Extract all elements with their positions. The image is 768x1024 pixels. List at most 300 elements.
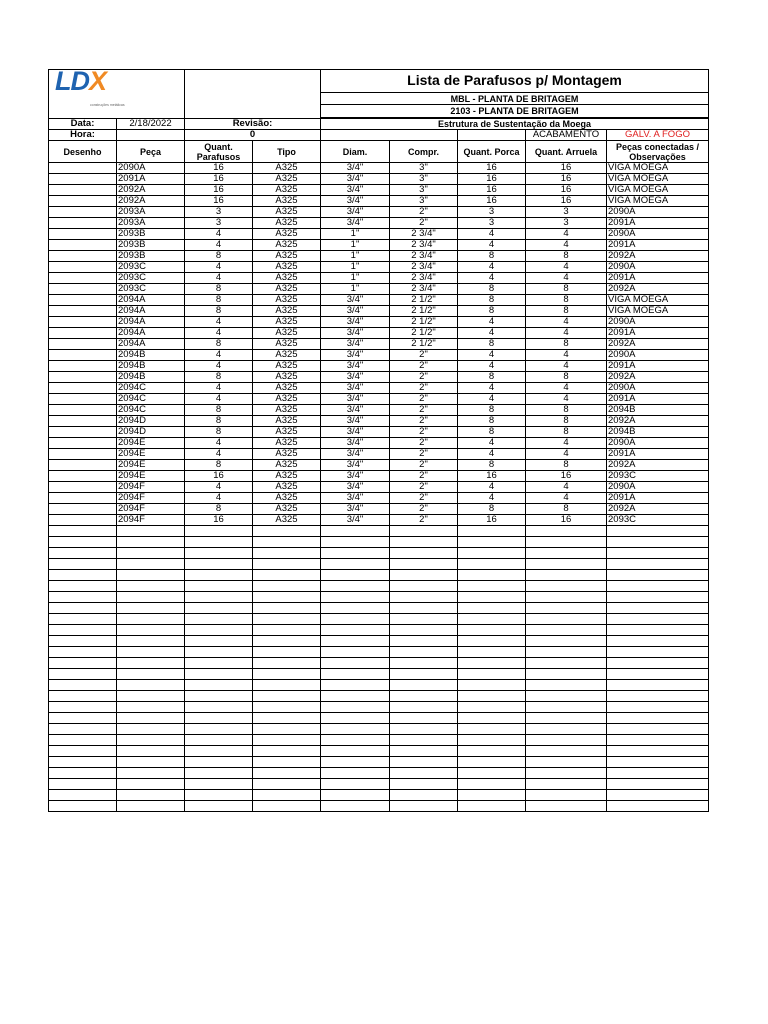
cell-arruela: 4 bbox=[526, 383, 607, 394]
cell-obs: 2092A bbox=[607, 251, 709, 262]
cell-obs: 2091A bbox=[607, 394, 709, 405]
cell-tipo: A325 bbox=[253, 295, 321, 306]
cell-desenho bbox=[49, 295, 117, 306]
cell-diam: 3/4" bbox=[321, 438, 390, 449]
cell-compr: 2" bbox=[390, 515, 458, 526]
cell-peca: 2094E bbox=[117, 438, 185, 449]
cell-compr: 2" bbox=[390, 207, 458, 218]
cell-arruela: 4 bbox=[526, 262, 607, 273]
table-row bbox=[49, 339, 709, 350]
cell-desenho bbox=[49, 460, 117, 471]
col-header: Tipo bbox=[253, 141, 321, 163]
cell-arruela: 4 bbox=[526, 229, 607, 240]
cell-porca: 16 bbox=[458, 515, 526, 526]
cell-obs: 2091A bbox=[607, 493, 709, 504]
cell-qp: 3 bbox=[185, 207, 253, 218]
cell-arruela: 8 bbox=[526, 405, 607, 416]
cell-diam: 3/4" bbox=[321, 328, 390, 339]
cell-tipo: A325 bbox=[253, 504, 321, 515]
cell-arruela: 8 bbox=[526, 504, 607, 515]
cell-obs: 2092A bbox=[607, 284, 709, 295]
table-row bbox=[49, 427, 709, 438]
revision-value: 0 bbox=[185, 130, 321, 141]
col-header: Quant. Arruela bbox=[526, 141, 607, 163]
finish-label: ACABAMENTO bbox=[526, 130, 607, 141]
cell-peca: 2093B bbox=[117, 251, 185, 262]
cell-porca: 8 bbox=[458, 405, 526, 416]
empty-row bbox=[49, 647, 709, 658]
cell-obs: VIGA MOEGA bbox=[607, 295, 709, 306]
empty-row bbox=[49, 735, 709, 746]
cell-porca: 4 bbox=[458, 493, 526, 504]
cell-obs: 2091A bbox=[607, 449, 709, 460]
cell-qp: 16 bbox=[185, 196, 253, 207]
table-row bbox=[49, 240, 709, 251]
cell-peca: 2094F bbox=[117, 515, 185, 526]
subtitle-structure: Estrutura de Sustentação da Moega bbox=[321, 119, 709, 130]
cell-tipo: A325 bbox=[253, 251, 321, 262]
cell-peca: 2093B bbox=[117, 240, 185, 251]
cell-porca: 16 bbox=[458, 471, 526, 482]
cell-qp: 8 bbox=[185, 427, 253, 438]
cell-diam: 3/4" bbox=[321, 504, 390, 515]
cell-tipo: A325 bbox=[253, 427, 321, 438]
table-row bbox=[49, 185, 709, 196]
table-row bbox=[49, 317, 709, 328]
cell-porca: 8 bbox=[458, 504, 526, 515]
cell-tipo: A325 bbox=[253, 240, 321, 251]
cell-arruela: 4 bbox=[526, 493, 607, 504]
cell-desenho bbox=[49, 273, 117, 284]
cell-peca: 2094F bbox=[117, 482, 185, 493]
cell-obs: 2092A bbox=[607, 460, 709, 471]
cell-compr: 2" bbox=[390, 383, 458, 394]
cell-peca: 2094B bbox=[117, 350, 185, 361]
table-row bbox=[49, 515, 709, 526]
table-row bbox=[49, 251, 709, 262]
cell-diam: 3/4" bbox=[321, 306, 390, 317]
cell-tipo: A325 bbox=[253, 339, 321, 350]
cell-tipo: A325 bbox=[253, 383, 321, 394]
cell-desenho bbox=[49, 416, 117, 427]
cell-compr: 2" bbox=[390, 416, 458, 427]
table-row bbox=[49, 394, 709, 405]
cell-diam: 3/4" bbox=[321, 471, 390, 482]
cell-diam: 3/4" bbox=[321, 295, 390, 306]
empty-row bbox=[49, 614, 709, 625]
cell-tipo: A325 bbox=[253, 372, 321, 383]
empty-row bbox=[49, 570, 709, 581]
cell-qp: 4 bbox=[185, 394, 253, 405]
blank-header-cell bbox=[185, 70, 321, 119]
empty-row bbox=[49, 625, 709, 636]
cell-tipo: A325 bbox=[253, 185, 321, 196]
cell-obs: VIGA MOEGA bbox=[607, 306, 709, 317]
cell-obs: 2090A bbox=[607, 262, 709, 273]
cell-diam: 3/4" bbox=[321, 405, 390, 416]
cell-qp: 8 bbox=[185, 372, 253, 383]
cell-diam: 3/4" bbox=[321, 394, 390, 405]
cell-obs: 2091A bbox=[607, 240, 709, 251]
cell-arruela: 4 bbox=[526, 317, 607, 328]
empty-row bbox=[49, 779, 709, 790]
cell-porca: 16 bbox=[458, 196, 526, 207]
cell-diam: 3/4" bbox=[321, 460, 390, 471]
cell-diam: 3/4" bbox=[321, 383, 390, 394]
cell-obs: 2091A bbox=[607, 361, 709, 372]
cell-porca: 4 bbox=[458, 482, 526, 493]
cell-porca: 4 bbox=[458, 240, 526, 251]
cell-desenho bbox=[49, 251, 117, 262]
cell-obs: VIGA MOEGA bbox=[607, 196, 709, 207]
cell-porca: 8 bbox=[458, 416, 526, 427]
column-header-row bbox=[49, 141, 709, 163]
table-row bbox=[49, 449, 709, 460]
cell-arruela: 4 bbox=[526, 482, 607, 493]
cell-peca: 2094C bbox=[117, 394, 185, 405]
cell-tipo: A325 bbox=[253, 361, 321, 372]
cell-diam: 3/4" bbox=[321, 482, 390, 493]
cell-tipo: A325 bbox=[253, 438, 321, 449]
cell-porca: 4 bbox=[458, 262, 526, 273]
cell-desenho bbox=[49, 240, 117, 251]
cell-porca: 3 bbox=[458, 218, 526, 229]
col-header: Quant. Parafusos bbox=[185, 141, 253, 163]
cell-desenho bbox=[49, 328, 117, 339]
cell-arruela: 8 bbox=[526, 284, 607, 295]
cell-qp: 8 bbox=[185, 504, 253, 515]
cell-peca: 2094F bbox=[117, 504, 185, 515]
cell-porca: 4 bbox=[458, 383, 526, 394]
cell-desenho bbox=[49, 174, 117, 185]
cell-qp: 4 bbox=[185, 438, 253, 449]
cell-peca: 2094A bbox=[117, 306, 185, 317]
empty-row bbox=[49, 603, 709, 614]
cell-diam: 1" bbox=[321, 262, 390, 273]
empty-row bbox=[49, 757, 709, 768]
cell-arruela: 4 bbox=[526, 394, 607, 405]
cell-tipo: A325 bbox=[253, 163, 321, 174]
cell-tipo: A325 bbox=[253, 207, 321, 218]
cell-compr: 2 1/2" bbox=[390, 317, 458, 328]
table-row bbox=[49, 493, 709, 504]
cell-diam: 3/4" bbox=[321, 350, 390, 361]
empty-row bbox=[49, 801, 709, 812]
cell-peca: 2094D bbox=[117, 427, 185, 438]
empty-row bbox=[49, 669, 709, 680]
cell-compr: 2" bbox=[390, 361, 458, 372]
col-header: Peças conectadas / Observações bbox=[607, 141, 709, 163]
cell-arruela: 8 bbox=[526, 295, 607, 306]
cell-arruela: 8 bbox=[526, 372, 607, 383]
bolt-list-sheet bbox=[48, 69, 708, 812]
empty-row bbox=[49, 702, 709, 713]
cell-compr: 2" bbox=[390, 438, 458, 449]
cell-tipo: A325 bbox=[253, 262, 321, 273]
cell-tipo: A325 bbox=[253, 196, 321, 207]
cell-peca: 2092A bbox=[117, 185, 185, 196]
cell-obs: 2092A bbox=[607, 372, 709, 383]
cell-compr: 2 3/4" bbox=[390, 284, 458, 295]
cell-desenho bbox=[49, 262, 117, 273]
cell-arruela: 16 bbox=[526, 196, 607, 207]
empty-row bbox=[49, 559, 709, 570]
document-title: Lista de Parafusos p/ Montagem bbox=[321, 70, 709, 93]
empty-row bbox=[49, 548, 709, 559]
cell-peca: 2093C bbox=[117, 273, 185, 284]
cell-qp: 4 bbox=[185, 449, 253, 460]
table-row bbox=[49, 438, 709, 449]
subtitle-project: MBL - PLANTA DE BRITAGEM bbox=[321, 92, 709, 105]
cell-peca: 2094A bbox=[117, 317, 185, 328]
cell-peca: 2094D bbox=[117, 416, 185, 427]
cell-porca: 4 bbox=[458, 328, 526, 339]
cell-desenho bbox=[49, 185, 117, 196]
table-row bbox=[49, 306, 709, 317]
cell-obs: 2091A bbox=[607, 273, 709, 284]
cell-desenho bbox=[49, 405, 117, 416]
cell-porca: 3 bbox=[458, 207, 526, 218]
cell-arruela: 16 bbox=[526, 174, 607, 185]
cell-tipo: A325 bbox=[253, 273, 321, 284]
cell-qp: 4 bbox=[185, 317, 253, 328]
finish-value: GALV. A FOGO bbox=[607, 130, 709, 141]
empty-row bbox=[49, 680, 709, 691]
ldx-logo: LDX construções metálicas bbox=[49, 70, 184, 118]
cell-qp: 4 bbox=[185, 482, 253, 493]
cell-diam: 3/4" bbox=[321, 361, 390, 372]
cell-diam: 3/4" bbox=[321, 196, 390, 207]
cell-peca: 2094C bbox=[117, 405, 185, 416]
cell-desenho bbox=[49, 361, 117, 372]
cell-tipo: A325 bbox=[253, 460, 321, 471]
cell-diam: 1" bbox=[321, 240, 390, 251]
cell-diam: 1" bbox=[321, 229, 390, 240]
empty-row bbox=[49, 526, 709, 537]
cell-desenho bbox=[49, 339, 117, 350]
cell-arruela: 4 bbox=[526, 350, 607, 361]
cell-qp: 4 bbox=[185, 383, 253, 394]
cell-diam: 3/4" bbox=[321, 493, 390, 504]
cell-arruela: 4 bbox=[526, 438, 607, 449]
cell-tipo: A325 bbox=[253, 317, 321, 328]
cell-compr: 2" bbox=[390, 482, 458, 493]
cell-desenho bbox=[49, 306, 117, 317]
cell-compr: 2" bbox=[390, 218, 458, 229]
cell-tipo: A325 bbox=[253, 471, 321, 482]
cell-qp: 16 bbox=[185, 163, 253, 174]
cell-compr: 3" bbox=[390, 163, 458, 174]
cell-arruela: 4 bbox=[526, 449, 607, 460]
cell-diam: 3/4" bbox=[321, 449, 390, 460]
cell-porca: 16 bbox=[458, 174, 526, 185]
cell-tipo: A325 bbox=[253, 306, 321, 317]
table-row bbox=[49, 482, 709, 493]
cell-tipo: A325 bbox=[253, 493, 321, 504]
cell-porca: 4 bbox=[458, 361, 526, 372]
cell-arruela: 3 bbox=[526, 207, 607, 218]
cell-desenho bbox=[49, 394, 117, 405]
cell-compr: 2" bbox=[390, 504, 458, 515]
table-body bbox=[49, 163, 709, 812]
cell-peca: 2093C bbox=[117, 262, 185, 273]
logo-tagline: construções metálicas bbox=[90, 103, 125, 107]
cell-porca: 8 bbox=[458, 284, 526, 295]
table-row bbox=[49, 460, 709, 471]
table-row bbox=[49, 207, 709, 218]
cell-diam: 3/4" bbox=[321, 185, 390, 196]
subtitle-plant: 2103 - PLANTA DE BRITAGEM bbox=[321, 105, 709, 118]
cell-desenho bbox=[49, 515, 117, 526]
empty-row bbox=[49, 581, 709, 592]
cell-porca: 16 bbox=[458, 163, 526, 174]
logo-cell bbox=[49, 70, 185, 119]
col-header: Quant. Porca bbox=[458, 141, 526, 163]
cell-obs: 2090A bbox=[607, 482, 709, 493]
cell-qp: 4 bbox=[185, 262, 253, 273]
cell-peca: 2094C bbox=[117, 383, 185, 394]
cell-porca: 4 bbox=[458, 438, 526, 449]
cell-peca: 2094A bbox=[117, 295, 185, 306]
cell-arruela: 16 bbox=[526, 471, 607, 482]
cell-compr: 2" bbox=[390, 427, 458, 438]
date-label: Data: bbox=[49, 119, 117, 130]
cell-tipo: A325 bbox=[253, 515, 321, 526]
table-row bbox=[49, 262, 709, 273]
cell-qp: 4 bbox=[185, 361, 253, 372]
cell-arruela: 16 bbox=[526, 515, 607, 526]
cell-tipo: A325 bbox=[253, 449, 321, 460]
empty-row bbox=[49, 713, 709, 724]
table-row bbox=[49, 218, 709, 229]
cell-tipo: A325 bbox=[253, 482, 321, 493]
table-row bbox=[49, 295, 709, 306]
cell-peca: 2094B bbox=[117, 372, 185, 383]
cell-peca: 2091A bbox=[117, 174, 185, 185]
cell-tipo: A325 bbox=[253, 328, 321, 339]
cell-qp: 4 bbox=[185, 328, 253, 339]
time-label: Hora: bbox=[49, 130, 117, 141]
cell-qp: 4 bbox=[185, 240, 253, 251]
cell-peca: 2094E bbox=[117, 449, 185, 460]
cell-peca: 2092A bbox=[117, 196, 185, 207]
cell-diam: 1" bbox=[321, 273, 390, 284]
cell-compr: 2 3/4" bbox=[390, 229, 458, 240]
cell-compr: 2 3/4" bbox=[390, 262, 458, 273]
cell-porca: 8 bbox=[458, 251, 526, 262]
cell-obs: 2091A bbox=[607, 218, 709, 229]
cell-diam: 1" bbox=[321, 251, 390, 262]
cell-arruela: 4 bbox=[526, 240, 607, 251]
cell-compr: 2" bbox=[390, 350, 458, 361]
cell-peca: 2094E bbox=[117, 471, 185, 482]
cell-qp: 8 bbox=[185, 339, 253, 350]
cell-obs: VIGA MOEGA bbox=[607, 185, 709, 196]
cell-compr: 2 3/4" bbox=[390, 273, 458, 284]
cell-diam: 3/4" bbox=[321, 416, 390, 427]
table-row bbox=[49, 383, 709, 394]
cell-qp: 8 bbox=[185, 306, 253, 317]
cell-desenho bbox=[49, 372, 117, 383]
table-row bbox=[49, 163, 709, 174]
cell-desenho bbox=[49, 482, 117, 493]
cell-obs: VIGA MOEGA bbox=[607, 174, 709, 185]
cell-desenho bbox=[49, 504, 117, 515]
cell-arruela: 16 bbox=[526, 163, 607, 174]
cell-compr: 2" bbox=[390, 372, 458, 383]
cell-diam: 3/4" bbox=[321, 372, 390, 383]
empty-row bbox=[49, 724, 709, 735]
cell-diam: 1" bbox=[321, 284, 390, 295]
cell-obs: 2090A bbox=[607, 438, 709, 449]
cell-arruela: 4 bbox=[526, 328, 607, 339]
cell-tipo: A325 bbox=[253, 405, 321, 416]
cell-peca: 2093A bbox=[117, 218, 185, 229]
cell-qp: 16 bbox=[185, 515, 253, 526]
cell-porca: 8 bbox=[458, 372, 526, 383]
cell-obs: 2090A bbox=[607, 207, 709, 218]
cell-compr: 2" bbox=[390, 405, 458, 416]
cell-porca: 8 bbox=[458, 339, 526, 350]
cell-desenho bbox=[49, 438, 117, 449]
cell-desenho bbox=[49, 427, 117, 438]
cell-porca: 4 bbox=[458, 273, 526, 284]
col-header: Peça bbox=[117, 141, 185, 163]
cell-tipo: A325 bbox=[253, 416, 321, 427]
col-header: Desenho bbox=[49, 141, 117, 163]
cell-porca: 8 bbox=[458, 306, 526, 317]
cell-diam: 3/4" bbox=[321, 339, 390, 350]
cell-desenho bbox=[49, 207, 117, 218]
cell-peca: 2094A bbox=[117, 328, 185, 339]
cell-peca: 2094B bbox=[117, 361, 185, 372]
cell-arruela: 4 bbox=[526, 273, 607, 284]
table-row bbox=[49, 405, 709, 416]
empty-row bbox=[49, 691, 709, 702]
cell-porca: 8 bbox=[458, 460, 526, 471]
cell-diam: 3/4" bbox=[321, 163, 390, 174]
table-row bbox=[49, 504, 709, 515]
cell-qp: 4 bbox=[185, 350, 253, 361]
cell-tipo: A325 bbox=[253, 174, 321, 185]
cell-arruela: 16 bbox=[526, 185, 607, 196]
cell-compr: 2 1/2" bbox=[390, 295, 458, 306]
cell-desenho bbox=[49, 449, 117, 460]
empty-row bbox=[49, 636, 709, 647]
cell-peca: 2094F bbox=[117, 493, 185, 504]
cell-compr: 2" bbox=[390, 471, 458, 482]
cell-porca: 4 bbox=[458, 317, 526, 328]
empty-row bbox=[49, 537, 709, 548]
table-row bbox=[49, 284, 709, 295]
cell-compr: 2 3/4" bbox=[390, 240, 458, 251]
cell-obs: 2092A bbox=[607, 416, 709, 427]
cell-obs: VIGA MOEGA bbox=[607, 163, 709, 174]
cell-arruela: 8 bbox=[526, 251, 607, 262]
table-row bbox=[49, 328, 709, 339]
cell-obs: 2090A bbox=[607, 317, 709, 328]
cell-qp: 8 bbox=[185, 416, 253, 427]
cell-qp: 3 bbox=[185, 218, 253, 229]
cell-compr: 2 3/4" bbox=[390, 251, 458, 262]
cell-desenho bbox=[49, 284, 117, 295]
cell-compr: 3" bbox=[390, 185, 458, 196]
cell-desenho bbox=[49, 229, 117, 240]
cell-compr: 3" bbox=[390, 174, 458, 185]
cell-arruela: 8 bbox=[526, 460, 607, 471]
cell-qp: 4 bbox=[185, 493, 253, 504]
cell-obs: 2093C bbox=[607, 515, 709, 526]
